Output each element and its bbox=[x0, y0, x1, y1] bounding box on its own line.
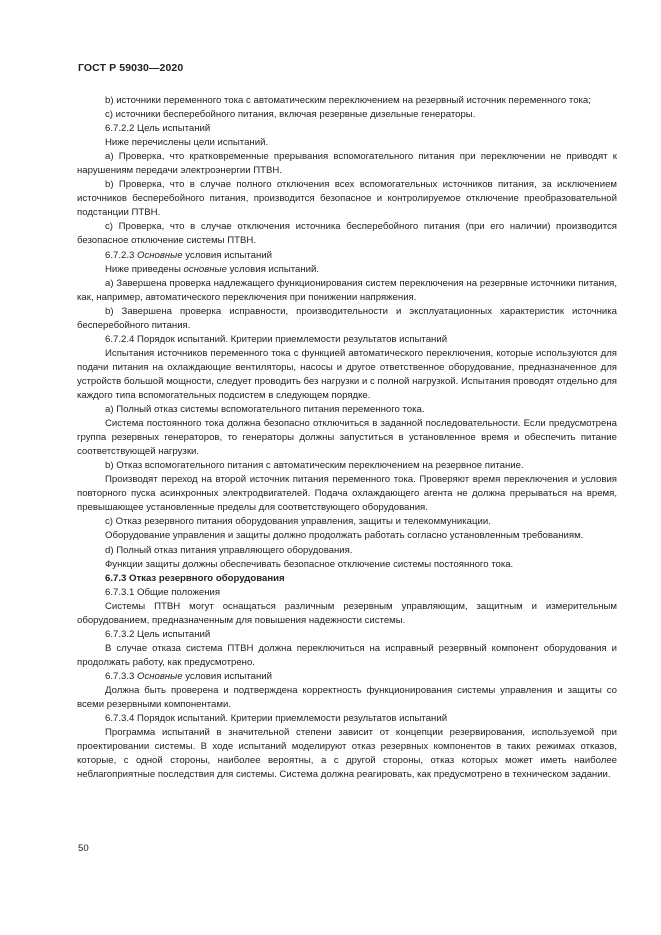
paragraph: Должна быть проверена и подтверждена корректность функционирования системы управления и защиты со всеми резервными компонентами. bbox=[77, 684, 617, 711]
paragraph: Системы ПТВН могут оснащаться различным резервным управляющим, защитным и измерительным оборудованием, предназначенным для повышения надежности системы. bbox=[77, 600, 617, 626]
page-number: 50 bbox=[78, 843, 89, 854]
section-heading: 6.7.3.2 Цель испытаний bbox=[105, 628, 211, 640]
paragraph: Оборудование управления и защиты должно продолжать работать согласно установленным требованиям. bbox=[105, 530, 584, 542]
paragraph: b) Проверка, что в случае полного отключения всех вспомогательных источников питания, за исключением источников бесперебойного питания, производится безопасное и контролируемое отключение преобразовательной подстанции ПТВН. bbox=[77, 179, 617, 219]
section-heading-bold: 6.7.3 Отказ резервного оборудования bbox=[105, 572, 285, 584]
paragraph: Производят переход на второй источник питания переменного тока. Проверяют время переключения и условия повторного пуска асинхронных электродвигателей. Подача охлаждающего агента не должна прерываться на время, превышающее установленные пределы для соответствующего оборудования. bbox=[77, 474, 617, 514]
paragraph: Испытания источников переменного тока с функцией автоматического переключения, которые используются для подачи питания на охлаждающие вентиляторы, насосы и другое ответственное оборудование, предназначенное для устройств большой мощности, следует проводить без нагрузки и с полной нагрузкой. Испытания проводят отдельно для каждого типа вспомогательных подсистем в следующем порядке. bbox=[77, 347, 617, 401]
section-heading: 6.7.2.3 Основные условия испытаний bbox=[105, 249, 272, 261]
paragraph: Ниже перечислены цели испытаний. bbox=[105, 137, 269, 149]
section-heading: 6.7.3.1 Общие положения bbox=[105, 586, 221, 598]
section-heading: 6.7.2.4 Порядок испытаний. Критерии приемлемости результатов испытаний bbox=[105, 333, 448, 345]
paragraph: a) Проверка, что кратковременные прерывания вспомогательного питания при переключении не приводят к нарушениям передачи электроэнергии ПТВН. bbox=[77, 151, 617, 177]
paragraph: a) Полный отказ системы вспомогательного питания переменного тока. bbox=[105, 404, 425, 416]
paragraph: Система постоянного тока должна безопасно отключиться в заданной последовательности. Если предусмотрена группа резервных генераторов, то генераторы должны запуститься в установленное время и обеспечить питание соответствующей нагрузки. bbox=[77, 418, 617, 458]
section-heading: 6.7.3.4 Порядок испытаний. Критерии приемлемости результатов испытаний bbox=[105, 713, 448, 725]
paragraph: a) Завершена проверка надлежащего функционирования систем переключения на резервные источники питания, как, например, автоматического переключения при понижении напряжения. bbox=[77, 277, 617, 303]
document-body bbox=[77, 94, 617, 782]
paragraph: c) Отказ резервного питания оборудования управления, защиты и телекоммуникации. bbox=[105, 516, 491, 528]
paragraph: c) Проверка, что в случае отключения источника бесперебойного питания (при его наличии) производится безопасное отключение системы ПТВН. bbox=[77, 221, 617, 247]
paragraph: В случае отказа система ПТВН должна переключиться на исправный резервный компонент оборудования и продолжать работу, как предусмотрено. bbox=[77, 642, 617, 668]
paragraph: b) источники переменного тока с автоматическим переключением на резервный источник переменного тока; bbox=[105, 95, 591, 106]
document-header-code: ГОСТ Р 59030—2020 bbox=[78, 62, 184, 74]
paragraph: d) Полный отказ питания управляющего оборудования. bbox=[105, 544, 353, 556]
section-heading: 6.7.3.3 Основные условия испытаний bbox=[105, 670, 272, 682]
paragraph: c) источники бесперебойного питания, включая резервные дизельные генераторы. bbox=[105, 109, 476, 121]
paragraph: b) Завершена проверка исправности, производительности и эксплуатационных характеристик источника бесперебойного питания. bbox=[77, 305, 617, 331]
paragraph: Функции защиты должны обеспечивать безопасное отключение системы постоянного тока. bbox=[105, 558, 514, 570]
paragraph: Ниже приведены основные условия испытаний. bbox=[105, 263, 320, 275]
section-heading: 6.7.2.2 Цель испытаний bbox=[105, 123, 211, 135]
paragraph: b) Отказ вспомогательного питания с автоматическим переключением на резервное питание. bbox=[105, 460, 524, 472]
paragraph: Программа испытаний в значительной степени зависит от концепции резервирования, используемой при проектировании системы. В ходе испытаний моделируют отказ резервных компонентов в таких режимах отказов, которые, с одной стороны, наиболее вероятны, а с другой стороны, отказ которых может иметь наиболее неблагоприятные последствия для системы. Система должна реагировать, как предусмотрено в техническом задании. bbox=[77, 727, 617, 781]
